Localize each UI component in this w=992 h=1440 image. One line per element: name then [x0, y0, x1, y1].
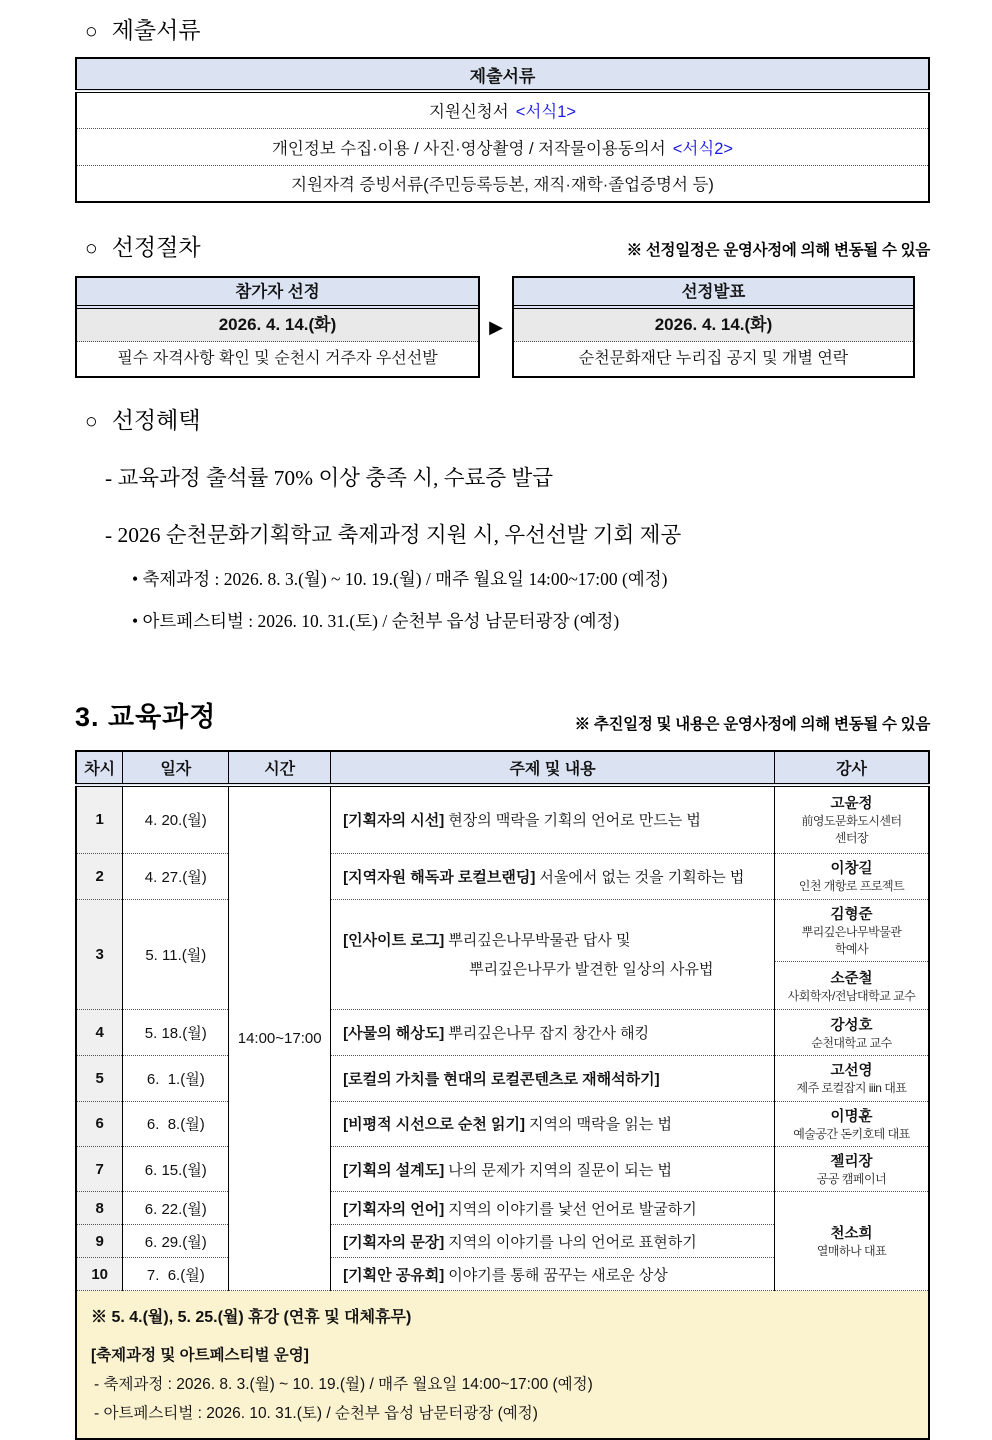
date-cell: 7. 6.(월)	[123, 1258, 229, 1291]
course-heading: 3. 교육과정	[75, 702, 217, 732]
process-flow	[75, 276, 930, 378]
docs-table-row	[76, 91, 929, 128]
benefit-subitem: • 아트페스티벌 : 2026. 10. 31.(토) / 순천부 읍성 남문터광장 (예정)	[132, 611, 620, 631]
course-header-row	[76, 751, 929, 785]
date-cell: 4. 27.(월)	[123, 853, 229, 899]
topic-cell	[331, 899, 775, 1010]
footer-art-festival: - 아트페스티벌 : 2026. 10. 31.(토) / 순천부 읍성 남문터광장 (예정)	[94, 1405, 538, 1423]
docs-row-text: 개인정보 수집·이용 / 사진·영상촬영 / 저작물이용동의서	[271, 139, 666, 158]
process-note: ※ 선정일정은 운영사정에 의해 변동될 수 있음	[626, 242, 930, 259]
lecturer-cell	[774, 1147, 929, 1192]
lecturer-desc: 공공 캠페이너	[816, 1172, 887, 1187]
lecturer-name: 고윤정	[830, 795, 873, 812]
date-cell: 5. 18.(월)	[123, 1010, 229, 1056]
course-heading-row	[75, 695, 930, 734]
topic-cell	[331, 1225, 775, 1258]
topic-title: [기획안 공유회]	[343, 1266, 445, 1284]
benefit-subitem: • 축제과정 : 2026. 8. 3.(월) ~ 10. 19.(월) / 매주 월요일 14:00~17:00 (예정)	[132, 569, 668, 589]
benefits-heading-label: 선정혜택	[111, 408, 201, 433]
col-header-lecturer: 강사	[774, 751, 929, 785]
session-cell: 7	[76, 1147, 123, 1192]
lecturer-desc: 학예사	[834, 941, 869, 956]
benefits-heading	[85, 402, 201, 435]
section-bullet-icon: ○	[85, 409, 98, 433]
topic-title: [기획자의 문장]	[343, 1233, 445, 1251]
lecturer-cell	[774, 962, 929, 1010]
date-cell: 5. 11.(월)	[123, 899, 229, 1010]
lecturer-desc: 前영도문화도시센터	[801, 813, 902, 828]
benefits-heading-row	[85, 402, 930, 435]
topic-text: 뿌리깊은나무박물관 답사 및	[448, 932, 631, 950]
topic-text: 이야기를 통해 꿈꾸는 새로운 상상	[448, 1266, 668, 1284]
process-box-date: 2026. 4. 14.(화)	[77, 309, 478, 342]
benefit-item: - 2026 순천문화기획학교 축제과정 지원 시, 우선선발 기회 제공	[105, 523, 682, 547]
lecturer-desc: 열매하나 대표	[816, 1244, 887, 1259]
lecturer-desc: 센터장	[834, 831, 869, 846]
topic-title: [인사이트 로그]	[343, 932, 445, 950]
footer-subheading: [축제과정 및 아트페스티벌 운영]	[91, 1347, 309, 1365]
col-header-topic: 주제 및 내용	[331, 751, 775, 785]
topic-cell	[331, 1056, 775, 1101]
course-row-5	[76, 1056, 929, 1101]
lecturer-desc: 제주 로컬잡지 iiin 대표	[796, 1081, 907, 1096]
topic-text: 지역의 이야기를 낯선 언어로 발굴하기	[448, 1200, 697, 1218]
docs-heading-label: 제출서류	[111, 18, 201, 43]
topic-text: 서울에서 없는 것을 기획하는 법	[539, 868, 745, 886]
course-row-6	[76, 1101, 929, 1146]
lecturer-desc: 예술공간 돈키호테 대표	[793, 1126, 910, 1141]
section-bullet-icon: ○	[85, 19, 98, 43]
course-row-2	[76, 853, 929, 899]
date-cell: 6. 8.(월)	[123, 1101, 229, 1146]
process-box-announcement	[512, 276, 915, 378]
session-cell: 4	[76, 1010, 123, 1056]
course-row-7	[76, 1147, 929, 1192]
topic-cell	[331, 785, 775, 853]
lecturer-name: 소준철	[830, 970, 873, 987]
docs-row-text: 지원신청서	[428, 103, 509, 122]
lecturer-name: 이명훈	[830, 1108, 873, 1125]
process-box-date: 2026. 4. 14.(화)	[514, 309, 913, 342]
process-heading-row	[85, 229, 930, 262]
session-cell: 9	[76, 1225, 123, 1258]
process-box-desc: 순천문화재단 누리집 공지 및 개별 연락	[578, 350, 849, 367]
session-cell: 8	[76, 1192, 123, 1225]
topic-title: [비평적 시선으로 순천 읽기]	[343, 1116, 526, 1134]
arrow-right-icon: ▶	[489, 316, 503, 337]
lecturer-cell	[774, 1010, 929, 1056]
session-cell: 3	[76, 899, 123, 1010]
lecturer-desc: 뿌리깊은나무박물관	[801, 924, 902, 939]
lecturer-cell	[774, 1101, 929, 1146]
docs-table-header: 제출서류	[76, 58, 929, 91]
footer-holiday-note: ※ 5. 4.(월), 5. 25.(월) 휴강 (연휴 및 대체휴무)	[91, 1309, 412, 1327]
col-header-time: 시간	[229, 751, 331, 785]
topic-title: [지역자원 해독과 로컬브랜딩]	[343, 868, 536, 886]
lecturer-name: 김형준	[830, 906, 873, 923]
docs-row-cell	[76, 128, 929, 165]
date-cell: 6. 29.(월)	[123, 1225, 229, 1258]
topic-cell	[331, 1258, 775, 1291]
docs-table	[75, 57, 930, 203]
session-cell: 2	[76, 853, 123, 899]
topic-cell	[331, 1010, 775, 1056]
date-cell: 6. 15.(월)	[123, 1147, 229, 1192]
topic-title: [기획자의 시선]	[343, 812, 445, 830]
benefit-item: - 교육과정 출석률 70% 이상 충족 시, 수료증 발급	[105, 466, 554, 490]
topic-line-1	[343, 929, 774, 950]
date-cell: 6. 1.(월)	[123, 1056, 229, 1101]
lecturer-cell	[774, 785, 929, 853]
topic-text: 지역의 맥락을 읽는 법	[529, 1116, 672, 1134]
footer-festival-course: - 축제과정 : 2026. 8. 3.(월) ~ 10. 19.(월) / 매주 월요일 14:00~17:00 (예정)	[94, 1376, 593, 1394]
docs-row-cell	[76, 91, 929, 128]
course-row-3	[76, 899, 929, 962]
course-footer-cell	[76, 1291, 929, 1440]
col-header-date: 일자	[123, 751, 229, 785]
topic-title: [로컬의 가치를 현대의 로컬콘텐츠로 재해석하기]	[343, 1070, 660, 1088]
course-row-4	[76, 1010, 929, 1056]
topic-line-2: 뿌리깊은나무가 발견한 일상의 사유법	[469, 961, 714, 979]
topic-text: 뿌리깊은나무 잡지 창간사 해킹	[448, 1025, 650, 1043]
topic-title: [기획자의 언어]	[343, 1200, 445, 1218]
process-box-header: 선정발표	[514, 278, 913, 309]
topic-text: 나의 문제가 지역의 질문이 되는 법	[448, 1161, 672, 1179]
lecturer-name: 천소희	[830, 1226, 873, 1243]
docs-table-row	[76, 165, 929, 202]
process-heading-label: 선정절차	[111, 235, 201, 260]
topic-cell	[331, 1101, 775, 1146]
topic-title: [사물의 해상도]	[343, 1025, 445, 1043]
process-heading	[85, 229, 201, 262]
lecturer-desc: 인천 개항로 프로젝트	[798, 878, 905, 893]
lecturer-cell	[774, 899, 929, 962]
docs-row-text: 지원자격 증빙서류(주민등록등본, 재직·재학·졸업증명서 등)	[291, 176, 714, 195]
course-row-1	[76, 785, 929, 853]
topic-cell	[331, 1192, 775, 1225]
docs-table-row	[76, 128, 929, 165]
session-cell: 1	[76, 785, 123, 853]
lecturer-name: 고선영	[830, 1063, 873, 1080]
lecturer-name: 이창길	[830, 860, 873, 877]
docs-heading-row	[85, 12, 930, 45]
topic-text: 지역의 이야기를 나의 언어로 표현하기	[448, 1233, 697, 1251]
lecturer-cell	[774, 1192, 929, 1291]
docs-table-header-row	[76, 58, 929, 91]
docs-row-cell	[76, 165, 929, 202]
form-link-2[interactable]: <서식2>	[672, 139, 734, 158]
col-header-session: 차시	[76, 751, 123, 785]
course-row-8	[76, 1192, 929, 1225]
date-cell: 6. 22.(월)	[123, 1192, 229, 1225]
process-box-selection	[75, 276, 480, 378]
topic-title: [기획의 설계도]	[343, 1161, 445, 1179]
lecturer-cell	[774, 1056, 929, 1101]
session-cell: 5	[76, 1056, 123, 1101]
topic-cell	[331, 1147, 775, 1192]
process-box-desc: 필수 자격사항 확인 및 순천시 거주자 우선선발	[117, 350, 438, 367]
time-cell: 14:00~17:00	[229, 785, 331, 1291]
section-bullet-icon: ○	[85, 236, 98, 260]
session-cell: 10	[76, 1258, 123, 1291]
topic-text: 현장의 맥락을 기획의 언어로 만드는 법	[448, 812, 701, 830]
lecturer-name: 강성호	[830, 1017, 873, 1034]
lecturer-desc: 사회학자/전남대학교 교수	[787, 988, 916, 1003]
course-table	[75, 750, 930, 1440]
process-box-header: 참가자 선정	[77, 278, 478, 309]
form-link-1[interactable]: <서식1>	[515, 103, 577, 122]
course-note: ※ 추진일정 및 내용은 운영사정에 의해 변동될 수 있음	[574, 716, 930, 733]
session-cell: 6	[76, 1101, 123, 1146]
date-cell: 4. 20.(월)	[123, 785, 229, 853]
docs-heading	[85, 12, 201, 45]
topic-cell	[331, 853, 775, 899]
lecturer-cell	[774, 853, 929, 899]
lecturer-desc: 순천대학교 교수	[811, 1035, 892, 1050]
lecturer-name: 젤리장	[830, 1154, 873, 1171]
course-footer-row	[76, 1291, 929, 1440]
